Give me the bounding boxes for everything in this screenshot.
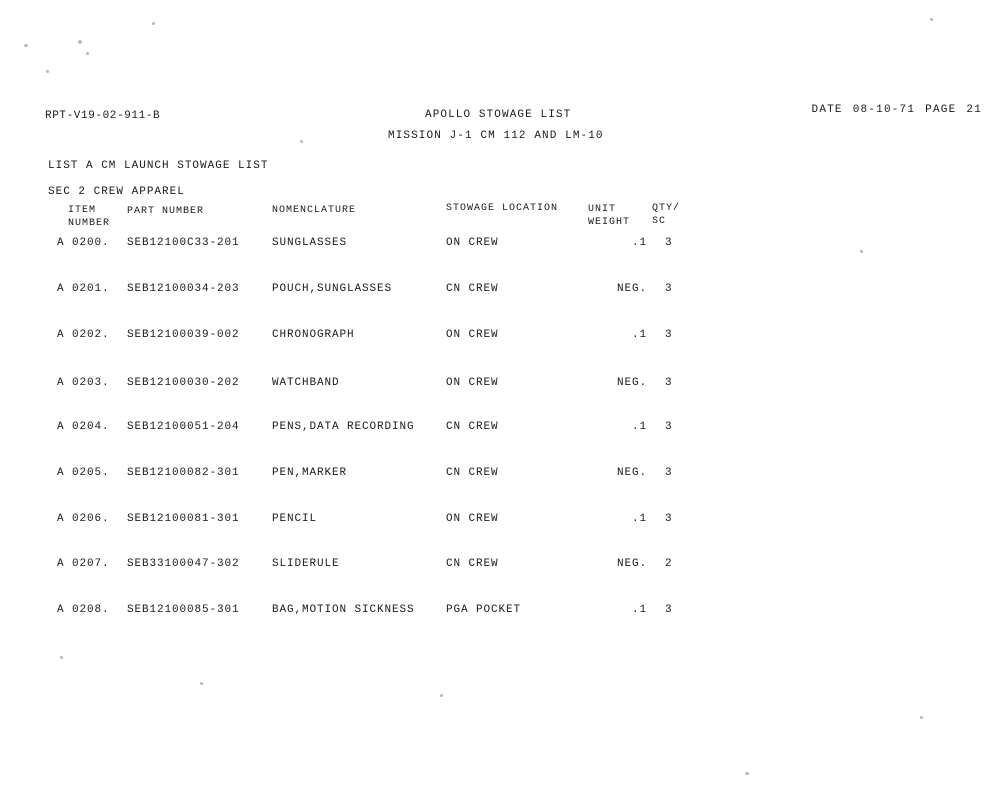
scan-speck: [300, 140, 303, 143]
list-heading: LIST A CM LAUNCH STOWAGE LIST: [48, 160, 269, 172]
cell-stowage-location: ON CREW: [446, 329, 499, 341]
cell-qty: 3: [665, 604, 673, 616]
cell-part-number: SEB33100047-302: [127, 558, 240, 570]
cell-unit-weight: NEG.: [616, 467, 647, 479]
cell-nomenclature: CHRONOGRAPH: [272, 329, 355, 341]
report-number: RPT-V19-02-911-B: [45, 110, 161, 122]
column-header-item-line1: ITEM: [68, 205, 97, 216]
document-subtitle: MISSION J-1 CM 112 AND LM-10: [388, 130, 604, 142]
cell-part-number: SEB12100051-204: [127, 421, 240, 433]
scan-speck: [152, 22, 155, 25]
cell-part-number: SEB12100085-301: [127, 604, 240, 616]
cell-item-number: A 0200.: [57, 237, 110, 249]
cell-item-number: A 0203.: [57, 377, 110, 389]
scan-speck: [930, 18, 933, 21]
cell-qty: 3: [665, 283, 673, 295]
cell-nomenclature: PEN,MARKER: [272, 467, 348, 479]
cell-item-number: A 0208.: [57, 604, 110, 616]
cell-stowage-location: ON CREW: [446, 377, 499, 389]
cell-item-number: A 0202.: [57, 329, 110, 341]
cell-qty: 3: [665, 421, 673, 433]
cell-nomenclature: WATCHBAND: [272, 377, 340, 389]
table-row: [0, 377, 1000, 399]
cell-unit-weight: .1: [631, 329, 647, 341]
cell-item-number: A 0204.: [57, 421, 110, 433]
cell-stowage-location: ON CREW: [446, 237, 499, 249]
table-row: [0, 467, 1000, 489]
cell-qty: 3: [665, 237, 673, 249]
cell-stowage-location: PGA POCKET: [446, 604, 522, 616]
cell-item-number: A 0205.: [57, 467, 110, 479]
cell-qty: 3: [665, 467, 673, 479]
table-row: [0, 604, 1000, 626]
cell-part-number: SEB12100039-002: [127, 329, 240, 341]
date-value: 08-10-71: [852, 104, 916, 116]
cell-item-number: A 0201.: [57, 283, 110, 295]
cell-qty: 3: [665, 329, 673, 341]
cell-unit-weight: .1: [631, 421, 647, 433]
cell-qty: 3: [665, 377, 673, 389]
column-header-unit-line1: UNIT: [588, 204, 617, 215]
column-header-part-number: PART NUMBER: [127, 206, 205, 217]
page-value: 21: [966, 104, 982, 116]
cell-unit-weight: .1: [631, 513, 647, 525]
cell-unit-weight: .1: [631, 237, 647, 249]
cell-unit-weight: .1: [631, 604, 647, 616]
column-header-qty-line1: QTY/: [652, 203, 681, 214]
column-header-unit-weight: [588, 203, 630, 229]
scan-speck: [60, 656, 63, 659]
scan-speck: [46, 70, 49, 73]
column-header-qty-line2: SC: [652, 216, 667, 227]
cell-part-number: SEB12100034-203: [127, 283, 240, 295]
cell-unit-weight: NEG.: [616, 283, 647, 295]
scan-speck: [920, 716, 923, 719]
document-title: APOLLO STOWAGE LIST: [425, 109, 572, 121]
cell-nomenclature: PENS,DATA RECORDING: [272, 421, 415, 433]
date-page-block: [802, 104, 982, 116]
cell-part-number: SEB12100081-301: [127, 513, 240, 525]
cell-part-number: SEB12100C33-201: [127, 237, 240, 249]
table-row: [0, 558, 1000, 580]
column-header-unit-line2: WEIGHT: [588, 217, 631, 228]
table-row: [0, 283, 1000, 305]
date-label: DATE: [811, 104, 843, 116]
cell-item-number: A 0206.: [57, 513, 110, 525]
cell-nomenclature: SLIDERULE: [272, 558, 340, 570]
table-row: [0, 513, 1000, 535]
cell-unit-weight: NEG.: [616, 377, 647, 389]
scan-speck: [24, 44, 28, 47]
cell-stowage-location: CN CREW: [446, 467, 499, 479]
cell-nomenclature: PENCIL: [272, 513, 318, 525]
section-heading: SEC 2 CREW APPAREL: [48, 186, 185, 198]
column-header-qty: [652, 202, 680, 228]
cell-part-number: SEB12100030-202: [127, 377, 240, 389]
column-header-item-number: [68, 204, 110, 230]
cell-qty: 2: [665, 558, 673, 570]
cell-item-number: A 0207.: [57, 558, 110, 570]
scan-speck: [745, 772, 749, 775]
scan-speck: [200, 682, 203, 685]
page-label: PAGE: [925, 104, 957, 116]
cell-stowage-location: ON CREW: [446, 513, 499, 525]
table-row: [0, 329, 1000, 351]
table-row: [0, 421, 1000, 443]
cell-qty: 3: [665, 513, 673, 525]
scan-speck: [86, 52, 89, 55]
cell-stowage-location: CN CREW: [446, 558, 499, 570]
scan-speck: [440, 694, 443, 697]
cell-unit-weight: NEG.: [616, 558, 647, 570]
cell-nomenclature: SUNGLASSES: [272, 237, 348, 249]
cell-part-number: SEB12100082-301: [127, 467, 240, 479]
cell-nomenclature: BAG,MOTION SICKNESS: [272, 604, 415, 616]
table-row: [0, 237, 1000, 259]
column-header-item-line2: NUMBER: [68, 218, 111, 229]
cell-stowage-location: CN CREW: [446, 421, 499, 433]
column-header-stowage-location: STOWAGE LOCATION: [446, 203, 559, 214]
scan-speck: [78, 40, 82, 44]
column-header-nomenclature: NOMENCLATURE: [272, 205, 357, 216]
cell-nomenclature: POUCH,SUNGLASSES: [272, 283, 393, 295]
cell-stowage-location: CN CREW: [446, 283, 499, 295]
